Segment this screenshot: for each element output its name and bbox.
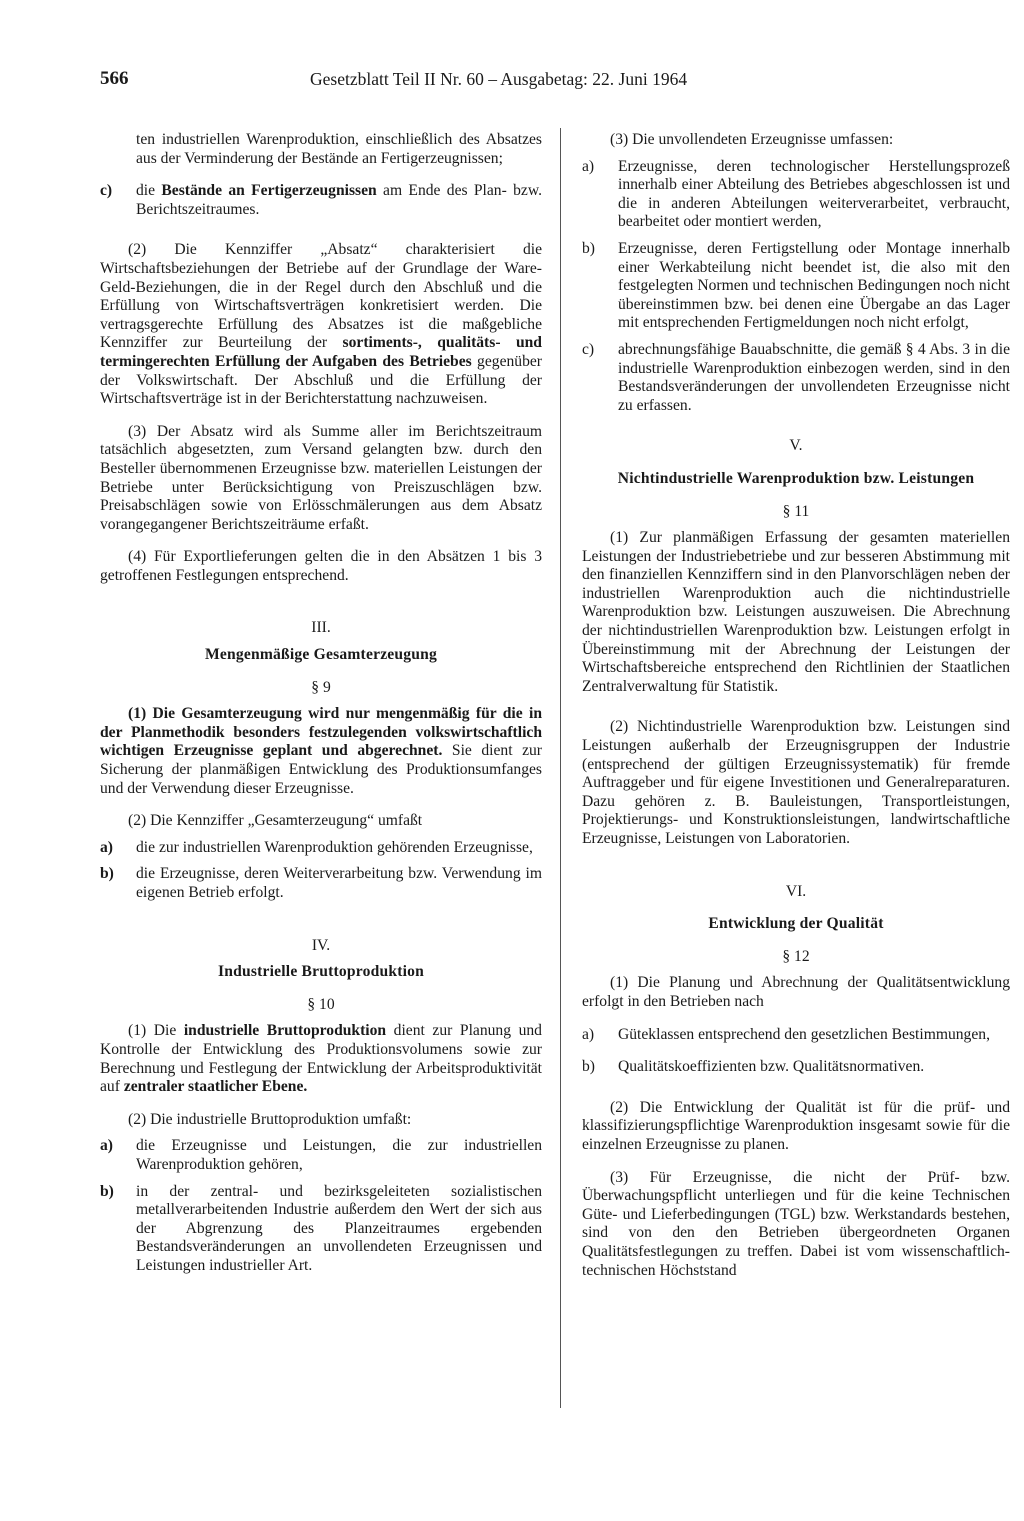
paragraph-sign-9: § 9 bbox=[311, 678, 331, 696]
list-item-12a: a) Güteklassen entsprechend den gesetzlichen Bestimmungen, bbox=[582, 1025, 990, 1043]
section-number-iii: III. bbox=[311, 619, 331, 637]
list-item-9b: b) die Erzeugnisse, deren Weiterverarbeitung bzw. Verwendung im eigenen Betrieb erfolgt. bbox=[100, 865, 542, 901]
section-number-vi: VI. bbox=[785, 882, 807, 900]
section-number-iv: IV. bbox=[311, 936, 331, 954]
list-marker: b) bbox=[100, 1182, 114, 1200]
paragraph-10-2: (2) Die industrielle Bruttoproduktion umfaßt: bbox=[128, 1110, 412, 1128]
section-title-v: Nichtindustrielle Warenproduktion bzw. Leistungen bbox=[617, 469, 975, 487]
list-marker: a) bbox=[582, 157, 595, 175]
list-marker: c) bbox=[100, 182, 113, 200]
list-item-10-3a: a) Erzeugnisse, deren technologischer Herstellungsprozeß innerhalb einer Abteilung des Betriebes abgeschlossen ist und die in anderen Abteilungen weiterverarbeitet, verbraucht, bearbeitet oder montiert werden, bbox=[582, 157, 1010, 231]
list-marker: a) bbox=[100, 1137, 113, 1155]
list-item-10b: b) in der zentral- und bezirksgeleiteten sozialistischen metallverarbeitenden Industrie außerdem den Wert der sich aus der Abgrenzung des Planzeitraumes ergebenden Bestandsveränderungen an unvollendeten Erzeugnissen und Leistungen industrieller Art. bbox=[100, 1182, 542, 1274]
list-marker: b) bbox=[582, 239, 595, 257]
list-item-10a: a) die Erzeugnisse und Leistungen, die zur industriellen Warenproduktion gehören, bbox=[100, 1137, 542, 1173]
paragraph-sign-10: § 10 bbox=[307, 995, 335, 1013]
list-marker: b) bbox=[582, 1058, 595, 1076]
section-number-v: V. bbox=[789, 437, 803, 455]
paragraph-9-2: (2) Die Kennziffer „Gesamterzeugung“ umfaßt bbox=[128, 812, 423, 830]
paragraph-absatz-2: (2) Die Kennziffer „Absatz“ charakterisiert die Wirtschaftsbeziehungen der Betriebe auf der Grundlage der Ware-Geld-Beziehungen, die in der Regel durch den Abschluß und die Erfüllung von Wirtschaftsverträgen konkretisiert werden. Die vertragsgerechte Erfüllung des Absatzes ist die maßgebliche Kennziffer zur Beurteilung der sortiments-, qualitäts- und termingerechten Erfüllung der Aufgaben des Betriebes gegenüber der Volkswirtschaft. Der Abschluß und die Erfüllung der Wirtschaftsverträge ist in der Berichterstattung nachzuweisen. bbox=[100, 241, 542, 408]
list-item-b-continued: ten industriellen Warenproduktion, einschließlich des Absatzes aus der Verminderung der Bestände an Fertigerzeugnissen; bbox=[136, 131, 542, 167]
paragraph-11-1: (1) Zur planmäßigen Erfassung der gesamten materiellen Leistungen der Industriebetriebe und zur besseren Abstimmung mit den finanziellen Kennziffern sind in den Planvorschlägen neben der industriellen Warenproduktion auch die nichtindustrielle Warenproduktion bzw. Leistungen auszuweisen. Die Abrechnung der nichtindustriellen Warenproduktion bzw. Leistungen erfolgt in Übereinstimmung mit der Abrechnung der Leistungen der Wirtschaftsbereiche entsprechend den Richtlinien der Staatlichen Zentralverwaltung für Statistik. bbox=[582, 529, 1010, 695]
right-column bbox=[582, 131, 1010, 1280]
paragraph-11-2: (2) Nichtindustrielle Warenproduktion bzw. Leistungen sind Leistungen außerhalb der Erzeugnisgruppen der Industrie (entsprechend der gültigen Erzeugnissystematik) für fremde Auftraggeber und für eigene Investitionen und Generalreparaturen. Dazu gehören z. B. Bauleistungen, Transportleistungen, Projektierungs- und Konstruktionsleistungen, landwirtschaftliche Erzeugnisse, Leistungen von Laboratorien. bbox=[582, 718, 1010, 847]
list-item-9a: a) die zur industriellen Warenproduktion gehörenden Erzeugnisse, bbox=[100, 838, 533, 856]
list-marker: b) bbox=[100, 865, 114, 883]
column-divider bbox=[560, 128, 561, 1408]
list-marker: c) bbox=[582, 340, 595, 358]
list-marker: a) bbox=[100, 838, 113, 856]
paragraph-10-1: (1) Die industrielle Bruttoproduktion dient zur Planung und Kontrolle der Entwicklung des Produktionsvolumens sowie zur Berechnung und Festlegung der Entwicklung der Arbeitsproduktivität auf zentraler staatlicher Ebene. bbox=[100, 1022, 542, 1096]
paragraph-absatz-3: (3) Der Absatz wird als Summe aller im Berichtszeitraum tatsächlich abgesetzten, zum Versand gelangten bzw. durch den Besteller übernommenen Erzeugnisse bzw. materiellen Leistungen der Betriebe unter Berücksichtigung von Preiszuschlägen bzw. Preisabschlägen sowie von Erlösschmälerungen aus dem Absatz vorangegangener Berichtszeiträume erfaßt. bbox=[100, 422, 542, 533]
paragraph-10-3: (3) Die unvollendeten Erzeugnisse umfassen: bbox=[610, 131, 894, 148]
page-header bbox=[100, 70, 1010, 96]
list-item-10-3b: b) Erzeugnisse, deren Fertigstellung oder Montage innerhalb einer Werkabteilung nicht beendet ist, die also mit den festgelegten Normen und technischen Bedingungen noch nicht übereinstimmen bzw. bei denen eine Übergabe an das Lager mit entsprechenden Fertigmeldungen noch nicht erfolgt, bbox=[582, 239, 1010, 332]
section-title-iv: Industrielle Bruttoproduktion bbox=[217, 963, 425, 981]
list-item-12b: b) Qualitätskoeffizienten bzw. Qualitätsnormativen. bbox=[582, 1058, 925, 1076]
section-title-vi: Entwicklung der Qualität bbox=[708, 915, 884, 933]
list-item-10-3c: c) abrechnungsfähige Bauabschnitte, die gemäß § 4 Abs. 3 in die industrielle Warenproduktion einbezogen werden, sind in den Bestandsveränderungen der unvollendeten Erzeugnisse nicht zu erfassen. bbox=[582, 340, 1010, 414]
paragraph-12-2: (2) Die Entwicklung der Qualität ist für die prüf- und klassifizierungspflichtige Warenproduktion insgesamt sowie für die einzelnen Erzeugnisse zu planen. bbox=[582, 1098, 1010, 1153]
paragraph-12-3: (3) Für Erzeugnisse, die nicht der Prüf- bzw. Überwachungspflicht unterliegen und für die keine Technischen Güte- und Lieferbedingungen (TGL) bzw. Werkstandards bestehen, sind von den den Betrieben übergeordneten Organen Qualitätsfestlegungen zu treffen. Dabei ist vom wissenschaftlich-technischen Höchststand bbox=[582, 1168, 1010, 1279]
section-title-iii: Mengenmäßige Gesamterzeugung bbox=[204, 646, 438, 664]
left-column bbox=[100, 131, 542, 1276]
list-marker: a) bbox=[582, 1025, 595, 1043]
list-item-c: c) die Bestände an Fertigerzeugnissen am Ende des Plan- bzw. Berichtszeitraumes. bbox=[100, 182, 542, 218]
paragraph-sign-12: § 12 bbox=[782, 947, 810, 965]
paragraph-12-1: (1) Die Planung und Abrechnung der Qualitätsentwicklung erfolgt in den Betrieben nach bbox=[582, 974, 1010, 1010]
paragraph-sign-11: § 11 bbox=[782, 502, 810, 520]
page-number: 566 bbox=[100, 68, 129, 89]
running-title: Gesetzblatt Teil II Nr. 60 – Ausgabetag: 22. Juni 1964 bbox=[310, 69, 688, 89]
paragraph-absatz-4: (4) Für Exportlieferungen gelten die in den Absätzen 1 bis 3 getroffenen Festlegungen entsprechend. bbox=[100, 548, 542, 584]
paragraph-9-1: (1) Die Gesamterzeugung wird nur mengenmäßig für die in der Planmethodik besonders festzulegenden volkswirtschaftlich wichtigen Erzeugnisse geplant und abgerechnet. Sie dient zur Sicherung der planmäßigen Entwicklung des Produktionsumfanges und der Verwendung dieser Erzeugnisse. bbox=[100, 705, 542, 797]
